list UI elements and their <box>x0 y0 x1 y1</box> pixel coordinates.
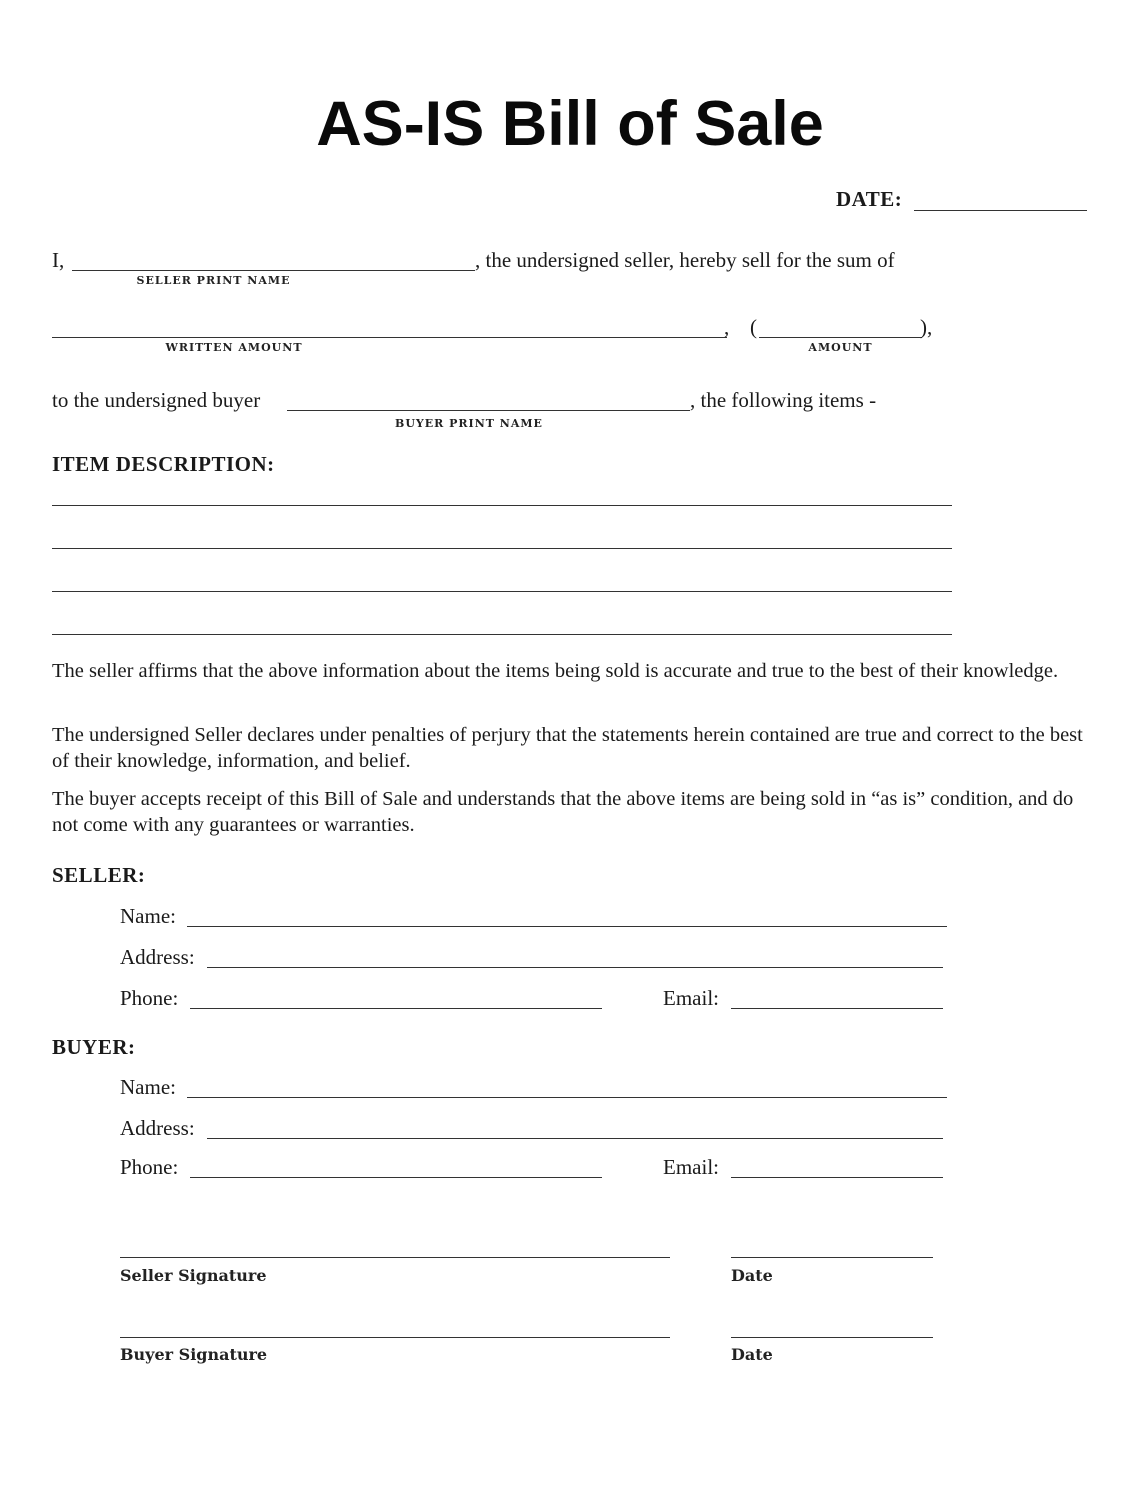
following-text: , the following items - <box>690 388 877 412</box>
open-paren: ( <box>750 315 757 339</box>
date-field-line[interactable] <box>914 210 1087 211</box>
seller-print-name-field[interactable] <box>72 270 475 271</box>
perjury-declaration-paragraph: The undersigned Seller declares under penalties of perjury that the statements herein contained are true and correct to the best of their knowledge, information, and belief. <box>52 724 1083 772</box>
seller-address-field[interactable] <box>207 967 943 968</box>
buyer-email-label: Email: <box>663 1155 719 1179</box>
as-is-acceptance-paragraph: The buyer accepts receipt of this Bill of Sale and understands that the above items are being sold in “as is” condition, and do not come with any guarantees or warranties. <box>52 788 1074 836</box>
i-label: I, <box>52 248 65 272</box>
seller-name-field[interactable] <box>187 926 947 927</box>
buyer-print-name-field[interactable] <box>287 410 690 411</box>
seller-name-label: Name: <box>120 904 176 928</box>
buyer-address-label: Address: <box>120 1116 195 1140</box>
buyer-heading: BUYER: <box>52 1035 136 1059</box>
seller-address-label: Address: <box>120 945 195 969</box>
seller-signature-field[interactable] <box>120 1257 670 1258</box>
buyer-address-field[interactable] <box>207 1138 943 1139</box>
buyer-phone-field[interactable] <box>190 1177 602 1178</box>
buyer-date-label: Date <box>731 1345 773 1364</box>
buyer-signature-label: Buyer Signature <box>120 1345 268 1364</box>
item-description-line-1[interactable] <box>52 505 952 506</box>
document-title: AS-IS Bill of Sale <box>316 89 824 159</box>
buyer-text: to the undersigned buyer <box>52 388 261 412</box>
seller-print-name-caption: SELLER PRINT NAME <box>136 274 291 287</box>
buyer-signature-field[interactable] <box>120 1337 670 1338</box>
buyer-name-label: Name: <box>120 1075 176 1099</box>
date-label: DATE: <box>836 187 903 211</box>
seller-heading: SELLER: <box>52 863 146 887</box>
amount-field[interactable] <box>759 337 922 338</box>
amount-caption: AMOUNT <box>808 341 873 354</box>
seller-email-field[interactable] <box>731 1008 943 1009</box>
written-amount-field[interactable] <box>52 337 727 338</box>
close-paren: ), <box>920 315 933 339</box>
seller-signature-label: Seller Signature <box>120 1266 267 1285</box>
written-amount-caption: WRITTEN AMOUNT <box>165 341 303 354</box>
buyer-email-field[interactable] <box>731 1177 943 1178</box>
item-description-line-2[interactable] <box>52 548 952 549</box>
buyer-phone-label: Phone: <box>120 1155 179 1179</box>
seller-phone-label: Phone: <box>120 986 179 1010</box>
item-description-line-3[interactable] <box>52 591 952 592</box>
buyer-print-name-caption: BUYER PRINT NAME <box>395 417 543 430</box>
item-description-line-4[interactable] <box>52 634 952 635</box>
sell-text: , the undersigned seller, hereby sell for the sum of <box>475 248 895 272</box>
buyer-date-field[interactable] <box>731 1337 933 1338</box>
buyer-name-field[interactable] <box>187 1097 947 1098</box>
seller-email-label: Email: <box>663 986 719 1010</box>
amount-comma: , <box>724 315 730 339</box>
seller-date-field[interactable] <box>731 1257 933 1258</box>
seller-date-label: Date <box>731 1266 773 1285</box>
item-description-heading: ITEM DESCRIPTION: <box>52 452 275 476</box>
seller-affirmation-paragraph: The seller affirms that the above information about the items being sold is accurate and true to the best of their knowledge. <box>52 660 1059 682</box>
seller-phone-field[interactable] <box>190 1008 602 1009</box>
